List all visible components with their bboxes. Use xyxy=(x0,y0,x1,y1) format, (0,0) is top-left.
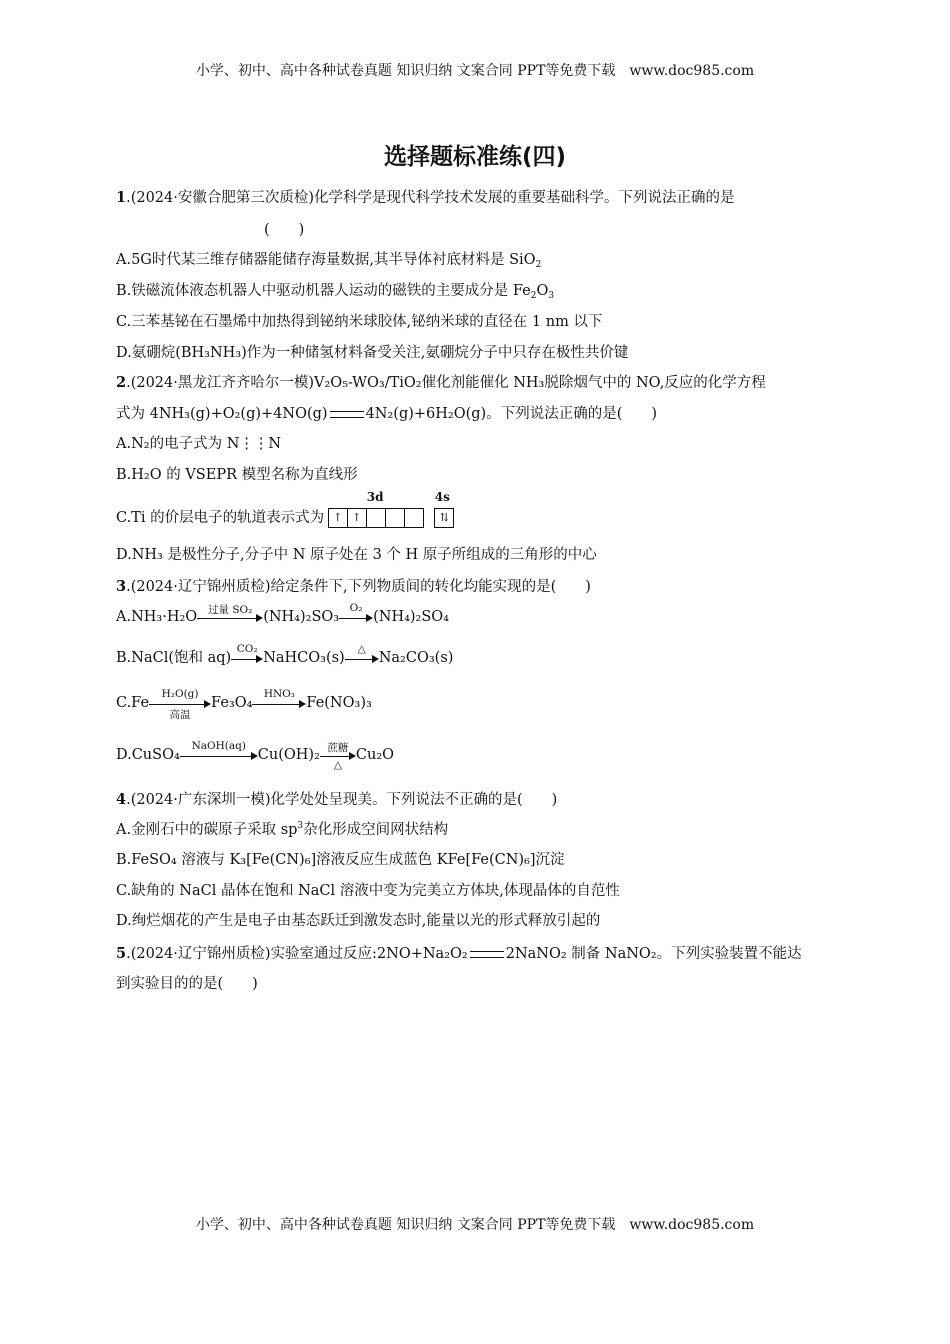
q3-b-product: Na₂CO₃(s) xyxy=(378,650,454,666)
orbital-diagram xyxy=(329,490,455,528)
reaction-arrow xyxy=(252,688,306,718)
q5-stem-line2: 到实验目的的是( ) xyxy=(116,976,258,992)
q4-option-a-post: 杂化形成空间网状结构 xyxy=(303,822,449,838)
q2-stem-line1 xyxy=(116,371,766,392)
q3-d-reactant: D.CuSO₄ xyxy=(116,747,180,763)
q4-option-a-sup: 3 xyxy=(297,821,304,831)
arrow-condition-below: △ xyxy=(333,759,342,771)
reaction-arrow xyxy=(197,602,263,632)
q3-c-intermediate: Fe₃O₄ xyxy=(211,695,253,711)
q4-option-b: B.FeSO₄ 溶液与 K₃[Fe(CN)₆]溶液反应生成蓝色 KFe[Fe(CN)₆]沉淀 xyxy=(116,852,565,868)
reaction-arrow xyxy=(320,740,356,770)
arrow-condition: 蔗糖 xyxy=(327,742,349,754)
q1-answer-paren: ( ) xyxy=(264,222,305,238)
reaction-arrow xyxy=(231,643,263,673)
q1-option-b xyxy=(116,279,554,300)
q5-number: 5 xyxy=(116,945,127,962)
q2-stem-text2a: 式为 4NH₃(g)+O₂(g)+4NO(g) xyxy=(116,406,328,422)
q4-stem-text: .(2024·广东深圳一模)化学处处呈现美。下列说法不正确的是( ) xyxy=(126,792,558,808)
arrow-condition: NaOH(aq) xyxy=(191,740,246,752)
q2-stem-line2 xyxy=(116,402,657,423)
q1-option-a xyxy=(116,248,541,269)
q3-stem xyxy=(116,575,591,596)
q1-option-b-sub1: 2 xyxy=(530,291,537,301)
orbital-box-4s: ⇅ xyxy=(434,508,454,528)
equals-sign xyxy=(470,951,504,958)
orbital-box-3d-1: ↑ xyxy=(328,508,348,528)
q3-number: 3 xyxy=(116,578,127,595)
q3-a-product: (NH₄)₂SO₄ xyxy=(373,609,449,625)
reaction-arrow xyxy=(345,643,379,673)
q2-number: 2 xyxy=(116,374,127,391)
q5-stem-text1a: .(2024·辽宁锦州质检)实验室通过反应:2NO+Na₂O₂ xyxy=(126,946,468,962)
q3-option-d xyxy=(116,740,394,770)
q1-option-b-sub2: 3 xyxy=(548,291,555,301)
reaction-arrow xyxy=(180,740,258,770)
q5-stem-line1 xyxy=(116,942,802,963)
q4-option-a xyxy=(116,818,448,839)
q1-option-a-sub: 2 xyxy=(535,260,542,270)
arrow-condition: HNO₃ xyxy=(263,688,295,700)
q1-number: 1 xyxy=(116,189,127,206)
orbital-label-4s: 4s xyxy=(434,490,450,504)
q3-d-product: Cu₂O xyxy=(355,747,395,763)
q3-a-reactant: A.NH₃·H₂O xyxy=(116,609,198,625)
q1-option-b-text: B.铁磁流体液态机器人中驱动机器人运动的磁铁的主要成分是 Fe xyxy=(116,283,531,299)
q1-option-c: C.三苯基铋在石墨烯中加热得到铋纳米球胶体,铋纳米球的直径在 1 nm 以下 xyxy=(116,314,603,330)
q3-c-product: Fe(NO₃)₃ xyxy=(306,695,372,711)
q2-option-a: A.N₂的电子式为 N⋮⋮N xyxy=(116,436,282,452)
arrow-condition: 过量 SO₂ xyxy=(208,604,253,616)
arrow-condition-below: 高温 xyxy=(169,709,191,721)
q5-stem-text1b: 2NaNO₂ 制备 NaNO₂。下列实验装置不能达 xyxy=(505,946,802,962)
q3-option-c xyxy=(116,688,372,721)
q1-option-b-mid: O xyxy=(536,283,549,299)
q2-option-c xyxy=(116,490,454,528)
q3-b-reactant: B.NaCl(饱和 aq) xyxy=(116,650,232,666)
q2-stem-text2b: 4N₂(g)+6H₂O(g)。下列说法正确的是( ) xyxy=(365,406,658,422)
page-title: 选择题标准练(四) xyxy=(383,144,567,170)
q3-b-intermediate: NaHCO₃(s) xyxy=(263,650,345,666)
q2-option-d: D.NH₃ 是极性分子,分子中 N 原子处在 3 个 H 原子所组成的三角形的中心 xyxy=(116,547,597,563)
arrow-condition: H₂O(g) xyxy=(161,688,199,700)
q3-d-intermediate: Cu(OH)₂ xyxy=(257,747,320,763)
q1-stem-text: .(2024·安徽合肥第三次质检)化学科学是现代科学技术发展的重要基础科学。下列说法正确的是 xyxy=(126,190,735,206)
q3-option-b xyxy=(116,643,453,673)
reaction-arrow xyxy=(339,602,373,632)
q1-stem xyxy=(116,186,735,207)
equals-sign xyxy=(330,411,364,418)
q3-stem-text: .(2024·辽宁锦州质检)给定条件下,下列物质间的转化均能实现的是( ) xyxy=(126,579,591,595)
orbital-box-3d-5 xyxy=(404,508,424,528)
q4-option-d: D.绚烂烟花的产生是电子由基态跃迁到激发态时,能量以光的形式释放引起的 xyxy=(116,913,601,929)
q4-option-a-text: A.金刚石中的碳原子采取 sp xyxy=(116,822,298,838)
q3-a-intermediate: (NH₄)₂SO₃ xyxy=(263,609,340,625)
arrow-condition: CO₂ xyxy=(236,643,258,655)
q2-option-c-text: C.Ti 的价层电子的轨道表示式为 xyxy=(116,510,325,526)
q3-option-a xyxy=(116,602,449,632)
arrow-condition: △ xyxy=(357,643,366,655)
q2-option-b: B.H₂O 的 VSEPR 模型名称为直线形 xyxy=(116,467,358,483)
reaction-arrow xyxy=(149,688,211,721)
orbital-box-3d-4 xyxy=(385,508,405,528)
arrow-condition: O₂ xyxy=(349,602,363,614)
orbital-label-3d: 3d xyxy=(366,490,384,504)
q2-stem-text1: .(2024·黑龙江齐齐哈尔一模)V₂O₅-WO₃/TiO₂催化剂能催化 NH₃脱除烟气中的 NO,反应的化学方程 xyxy=(126,375,766,391)
page-header: 小学、初中、高中各种试卷真题 知识归纳 文案合同 PPT等免费下载 www.doc985.com xyxy=(195,63,755,79)
q4-option-c: C.缺角的 NaCl 晶体在饱和 NaCl 溶液中变为完美立方体块,体现晶体的自范性 xyxy=(116,883,620,899)
page-footer: 小学、初中、高中各种试卷真题 知识归纳 文案合同 PPT等免费下载 www.doc985.com xyxy=(195,1217,755,1233)
q3-c-reactant: C.Fe xyxy=(116,695,150,711)
q1-option-a-text: A.5G时代某三维存储器能储存海量数据,其半导体衬底材料是 SiO xyxy=(116,252,536,268)
orbital-box-3d-3 xyxy=(366,508,386,528)
q4-stem xyxy=(116,788,557,809)
q1-option-d: D.氨硼烷(BH₃NH₃)作为一种储氢材料备受关注,氨硼烷分子中只存在极性共价键 xyxy=(116,345,629,361)
q4-number: 4 xyxy=(116,791,127,808)
orbital-box-3d-2: ↑ xyxy=(347,508,367,528)
